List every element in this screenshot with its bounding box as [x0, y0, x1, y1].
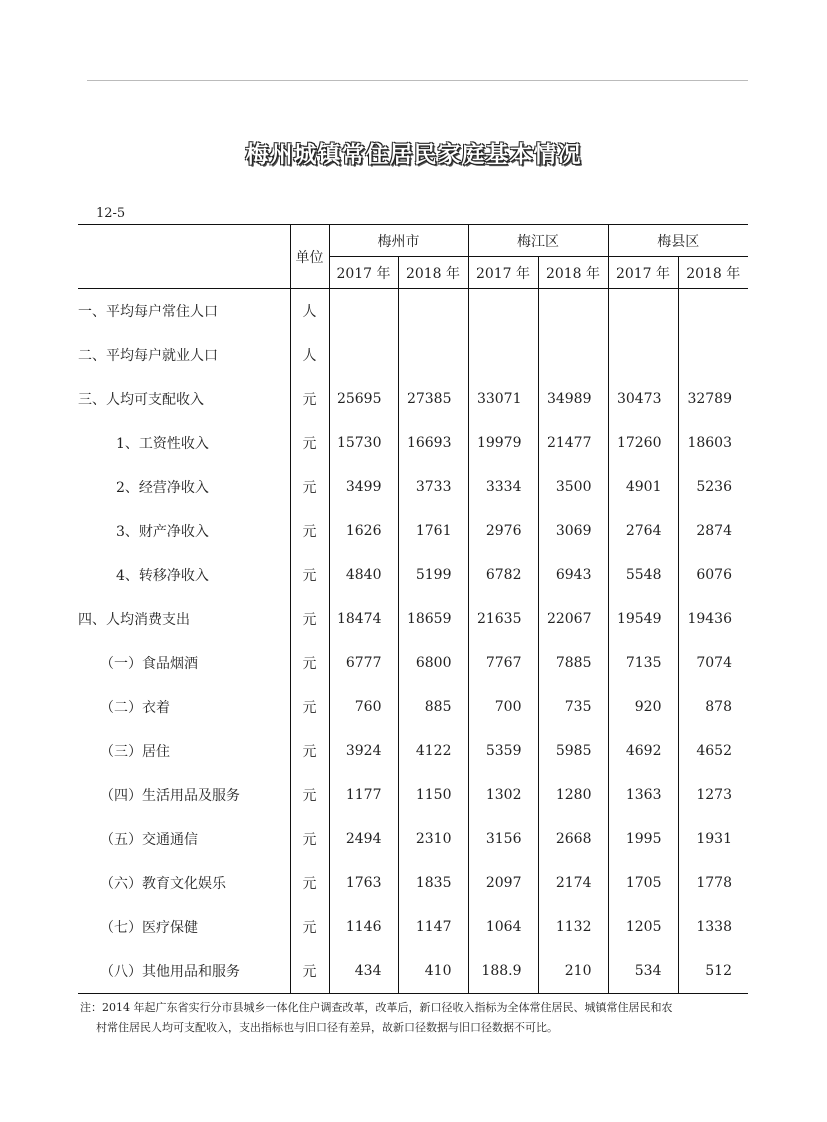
table-row [78, 377, 748, 421]
row-label: （五）交通通信 [100, 832, 198, 848]
value-cell: 1363 [608, 773, 678, 817]
value-cell: 30473 [608, 377, 678, 421]
value-cell: 1931 [678, 817, 748, 861]
value-cell: 3924 [329, 729, 398, 773]
value-cell: 16693 [398, 421, 468, 465]
value-cell: 700 [468, 685, 538, 729]
value-cell: 2097 [468, 861, 538, 905]
table-row [78, 685, 748, 729]
value-cell [398, 289, 468, 334]
header-region: 梅江区 [468, 225, 608, 257]
table-code: 12-5 [96, 206, 126, 221]
row-unit: 元 [290, 685, 329, 729]
row-label: 一、平均每户常住人口 [78, 304, 218, 320]
value-cell: 1302 [468, 773, 538, 817]
value-cell: 1338 [678, 905, 748, 949]
value-cell: 434 [329, 949, 398, 994]
value-cell: 7135 [608, 641, 678, 685]
value-cell: 4901 [608, 465, 678, 509]
value-cell: 19979 [468, 421, 538, 465]
value-cell: 1995 [608, 817, 678, 861]
header-region: 梅县区 [608, 225, 748, 257]
value-cell: 18659 [398, 597, 468, 641]
data-table [78, 224, 748, 994]
value-cell: 1835 [398, 861, 468, 905]
value-cell: 3069 [538, 509, 608, 553]
value-cell [329, 289, 398, 334]
value-cell [538, 289, 608, 334]
value-cell [608, 289, 678, 334]
value-cell: 760 [329, 685, 398, 729]
value-cell: 920 [608, 685, 678, 729]
table-row [78, 773, 748, 817]
table-row [78, 465, 748, 509]
value-cell: 5548 [608, 553, 678, 597]
value-cell [538, 333, 608, 377]
table-row [78, 553, 748, 597]
value-cell: 2494 [329, 817, 398, 861]
value-cell: 18603 [678, 421, 748, 465]
row-label: （八）其他用品和服务 [100, 964, 240, 980]
value-cell: 3733 [398, 465, 468, 509]
value-cell: 1763 [329, 861, 398, 905]
value-cell: 1146 [329, 905, 398, 949]
header-year: 2017 年 [608, 257, 678, 289]
value-cell: 1205 [608, 905, 678, 949]
value-cell: 1150 [398, 773, 468, 817]
value-cell: 3499 [329, 465, 398, 509]
value-cell: 2874 [678, 509, 748, 553]
header-year: 2018 年 [398, 257, 468, 289]
value-cell: 4692 [608, 729, 678, 773]
value-cell: 1273 [678, 773, 748, 817]
value-cell: 512 [678, 949, 748, 994]
footnote-line: 村常住居民人均可支配收入，支出指标也与旧口径有差异，故新口径数据与旧口径数据不可比。 [96, 1021, 558, 1034]
value-cell: 6076 [678, 553, 748, 597]
value-cell: 1626 [329, 509, 398, 553]
value-cell: 885 [398, 685, 468, 729]
header-year: 2017 年 [329, 257, 398, 289]
value-cell: 1147 [398, 905, 468, 949]
value-cell: 3334 [468, 465, 538, 509]
row-unit: 元 [290, 729, 329, 773]
row-label: 3、财产净收入 [116, 524, 209, 540]
value-cell: 34989 [538, 377, 608, 421]
value-cell: 19549 [608, 597, 678, 641]
header-year: 2017 年 [468, 257, 538, 289]
footnote [80, 998, 750, 1038]
header-unit: 单位 [290, 225, 329, 289]
value-cell: 21635 [468, 597, 538, 641]
value-cell: 2174 [538, 861, 608, 905]
header-year: 2018 年 [538, 257, 608, 289]
value-cell: 1280 [538, 773, 608, 817]
value-cell: 32789 [678, 377, 748, 421]
value-cell [468, 333, 538, 377]
value-cell: 7885 [538, 641, 608, 685]
row-label: 四、人均消费支出 [78, 612, 190, 628]
value-cell: 534 [608, 949, 678, 994]
row-unit: 元 [290, 905, 329, 949]
value-cell: 6800 [398, 641, 468, 685]
value-cell: 5359 [468, 729, 538, 773]
row-unit: 元 [290, 597, 329, 641]
value-cell [608, 333, 678, 377]
row-unit: 元 [290, 641, 329, 685]
table-row [78, 949, 748, 994]
value-cell: 17260 [608, 421, 678, 465]
value-cell: 3156 [468, 817, 538, 861]
value-cell: 25695 [329, 377, 398, 421]
value-cell: 2976 [468, 509, 538, 553]
row-label: 三、人均可支配收入 [78, 392, 204, 408]
value-cell: 1064 [468, 905, 538, 949]
value-cell: 15730 [329, 421, 398, 465]
value-cell: 27385 [398, 377, 468, 421]
table-row [78, 289, 748, 334]
row-label: 2、经营净收入 [116, 480, 209, 496]
value-cell: 1778 [678, 861, 748, 905]
value-cell: 6782 [468, 553, 538, 597]
value-cell: 4652 [678, 729, 748, 773]
row-label: （二）衣着 [100, 700, 170, 716]
value-cell: 5985 [538, 729, 608, 773]
value-cell [398, 333, 468, 377]
row-unit: 元 [290, 773, 329, 817]
value-cell: 2764 [608, 509, 678, 553]
row-unit: 人 [290, 289, 329, 334]
value-cell: 3500 [538, 465, 608, 509]
value-cell: 188.9 [468, 949, 538, 994]
value-cell: 1705 [608, 861, 678, 905]
row-unit: 元 [290, 421, 329, 465]
value-cell: 6777 [329, 641, 398, 685]
header-blank [78, 225, 290, 289]
value-cell: 4840 [329, 553, 398, 597]
value-cell [468, 289, 538, 334]
row-label: （七）医疗保健 [100, 920, 198, 936]
table-row [78, 597, 748, 641]
value-cell: 7767 [468, 641, 538, 685]
row-unit: 元 [290, 465, 329, 509]
row-label: （一）食品烟酒 [100, 656, 198, 672]
value-cell: 18474 [329, 597, 398, 641]
value-cell: 22067 [538, 597, 608, 641]
footnote-line: 注：2014 年起广东省实行分市县城乡一体化住户调查改革，改革后，新口径收入指标为全体常住居民、城镇常住居民和农 [80, 1001, 673, 1014]
table-row [78, 861, 748, 905]
header-region: 梅州市 [329, 225, 468, 257]
row-label: 二、平均每户就业人口 [78, 348, 218, 364]
table-row [78, 817, 748, 861]
value-cell: 878 [678, 685, 748, 729]
page-title: 梅州城镇常住居民家庭基本情况 [245, 141, 582, 168]
top-rule [87, 80, 748, 81]
table-row [78, 509, 748, 553]
row-label: （三）居住 [100, 744, 170, 760]
row-unit: 元 [290, 553, 329, 597]
row-label: （六）教育文化娱乐 [100, 876, 226, 892]
value-cell: 1177 [329, 773, 398, 817]
table-row [78, 421, 748, 465]
value-cell: 1761 [398, 509, 468, 553]
value-cell [329, 333, 398, 377]
table-row [78, 905, 748, 949]
row-unit: 元 [290, 949, 329, 994]
row-unit: 人 [290, 333, 329, 377]
value-cell: 410 [398, 949, 468, 994]
value-cell: 5199 [398, 553, 468, 597]
value-cell: 5236 [678, 465, 748, 509]
table-row [78, 729, 748, 773]
table-row [78, 641, 748, 685]
row-label: 1、工资性收入 [116, 436, 209, 452]
table-row [78, 333, 748, 377]
value-cell: 4122 [398, 729, 468, 773]
row-unit: 元 [290, 861, 329, 905]
value-cell: 735 [538, 685, 608, 729]
row-label: （四）生活用品及服务 [100, 788, 240, 804]
value-cell: 19436 [678, 597, 748, 641]
value-cell [678, 289, 748, 334]
value-cell: 210 [538, 949, 608, 994]
row-unit: 元 [290, 509, 329, 553]
row-label: 4、转移净收入 [116, 568, 209, 584]
value-cell: 6943 [538, 553, 608, 597]
header-year: 2018 年 [678, 257, 748, 289]
value-cell: 21477 [538, 421, 608, 465]
row-unit: 元 [290, 377, 329, 421]
value-cell: 2310 [398, 817, 468, 861]
value-cell: 7074 [678, 641, 748, 685]
row-unit: 元 [290, 817, 329, 861]
value-cell: 1132 [538, 905, 608, 949]
value-cell: 2668 [538, 817, 608, 861]
value-cell [678, 333, 748, 377]
value-cell: 33071 [468, 377, 538, 421]
